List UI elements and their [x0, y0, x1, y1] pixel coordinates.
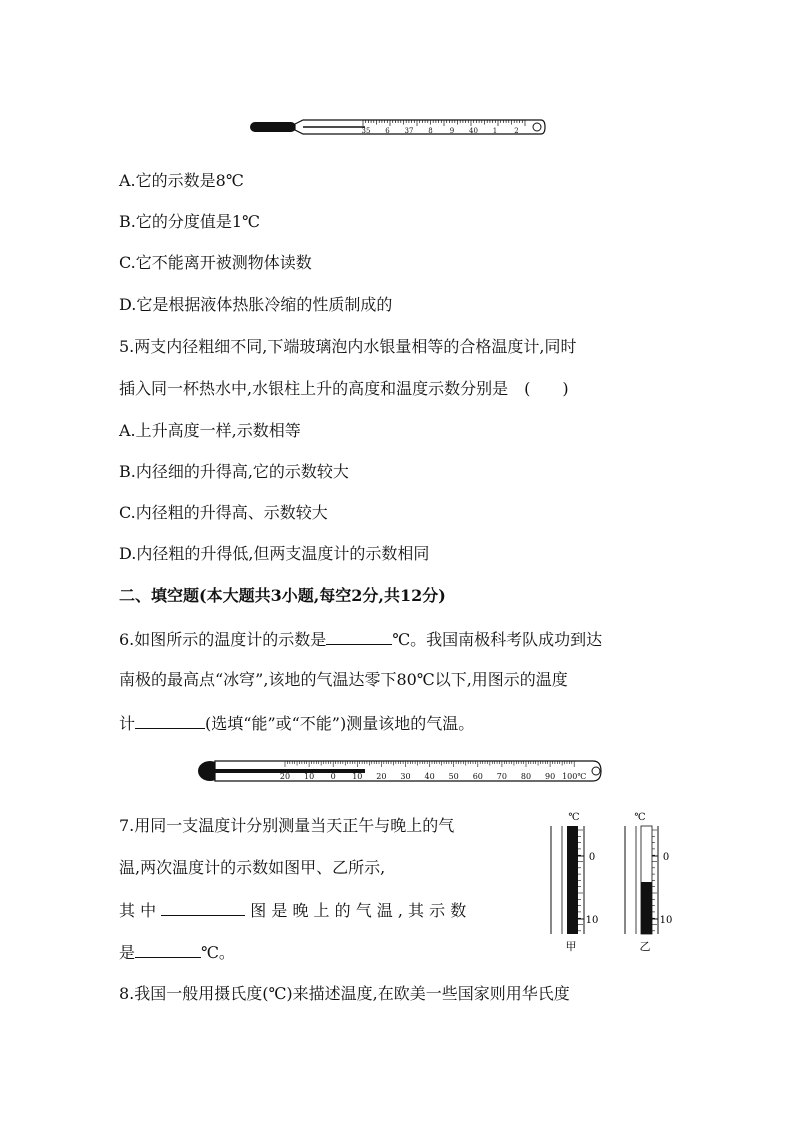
right-zero-label: 0: [662, 852, 670, 863]
q5-stem-line2: 插入同一杯热水中,水银柱上升的高度和温度示数分别是 ( ): [119, 379, 569, 398]
q7-line3-text-a: 其 中: [119, 901, 157, 920]
q6-line3-text-b: (选填“能”或“不能”)测量该地的气温。: [205, 714, 475, 733]
q5-option-c: C.内径粗的升得高、示数较大: [119, 503, 328, 522]
lab-scale-label: 20: [376, 772, 387, 781]
section-heading: 二、填空题(本大题共3小题,每空2分,共12分): [119, 586, 446, 605]
left-unit-label: ℃: [568, 812, 580, 823]
q6-line3: [119, 712, 474, 734]
q4-option-a: A.它的示数是8℃: [119, 171, 244, 190]
q4-option-b: B.它的分度值是1℃: [119, 212, 260, 231]
right-mercury-column: [641, 882, 652, 934]
q6-line1-text-b: ℃。我国南极科考队成功到达: [392, 630, 603, 649]
q6-line1-text-a: 6.如图所示的温度计的示数是: [119, 630, 327, 649]
clinical-scale-label: 37: [404, 127, 414, 135]
q7-line3-text-b: 图 是 晚 上 的 气 温 , 其 示 数: [250, 901, 467, 920]
q6-line2: 南极的最高点“冰穹”,该地的气温达零下80℃以下,用图示的温度: [119, 670, 568, 689]
q7-line4-text-b: ℃。: [201, 943, 235, 962]
clinical-scale-label: 2: [514, 127, 519, 135]
clinical-scale-label: 35: [361, 127, 371, 135]
q7-line3: [119, 899, 466, 921]
left-ten-label: 10: [585, 915, 599, 926]
clinical-scale-label: 6: [385, 127, 390, 135]
lab-scale-label: 100℃: [562, 772, 587, 781]
lab-scale-label: 90: [545, 772, 556, 781]
q8-line1: 8.我国一般用摄氏度(℃)来描述温度,在欧美一些国家则用华氏度: [119, 984, 570, 1003]
right-ten-label: 10: [659, 915, 673, 926]
q7-line2: 温,两次温度计的示数如图甲、乙所示,: [119, 858, 386, 877]
q6-answer-blank-2[interactable]: [135, 712, 205, 729]
lab-scale-label: 30: [400, 772, 411, 781]
thermometer-pair-figure: [540, 806, 680, 956]
lab-scale-label: 0: [330, 772, 336, 781]
q6-line1: [119, 628, 602, 650]
lab-scale-label: 40: [424, 772, 435, 781]
clinical-scale-label: 1: [492, 127, 498, 135]
q5-option-a: A.上升高度一样,示数相等: [119, 421, 301, 440]
q7-answer-blank-2[interactable]: [135, 941, 201, 958]
q4-option-c: C.它不能离开被测物体读数: [119, 253, 312, 272]
lab-scale-label: 80: [520, 772, 532, 781]
clinical-scale-label: 8: [428, 127, 433, 135]
right-caption: 乙: [639, 940, 651, 953]
right-unit-label: ℃: [634, 812, 646, 823]
lab-scale-label: 20: [279, 772, 291, 781]
q7-line4: [119, 941, 235, 963]
q4-option-d: D.它是根据液体热胀冷缩的性质制成的: [119, 295, 393, 314]
lab-thermometer-figure: [193, 756, 605, 786]
q5-option-d: D.内径粗的升得低,但两支温度计的示数相同: [119, 544, 430, 563]
lab-scale-label: 60: [472, 772, 483, 781]
q7-line4-text-a: 是: [119, 943, 136, 962]
lab-scale-label: 10: [304, 772, 315, 781]
clinical-thermometer-figure: [245, 112, 547, 142]
q7-line1: 7.用同一支温度计分别测量当天正午与晚上的气: [119, 816, 455, 835]
q7-answer-blank-1[interactable]: [161, 899, 245, 916]
clinical-scale-label: 9: [449, 127, 455, 135]
lab-scale-label: 50: [448, 772, 459, 781]
clinical-scale-label: 40: [469, 127, 478, 135]
left-zero-label: 0: [588, 852, 596, 863]
q5-stem-line1: 5.两支内径粗细不同,下端玻璃泡内水银量相等的合格温度计,同时: [119, 337, 577, 356]
lab-scale-label: 10: [352, 772, 363, 781]
q5-option-b: B.内径细的升得高,它的示数较大: [119, 462, 349, 481]
lab-scale-label: 70: [496, 772, 507, 781]
left-caption: 甲: [565, 940, 577, 953]
q6-line3-text-a: 计: [119, 714, 136, 733]
left-mercury-column: [567, 826, 578, 934]
q6-answer-blank-1[interactable]: [326, 628, 392, 645]
